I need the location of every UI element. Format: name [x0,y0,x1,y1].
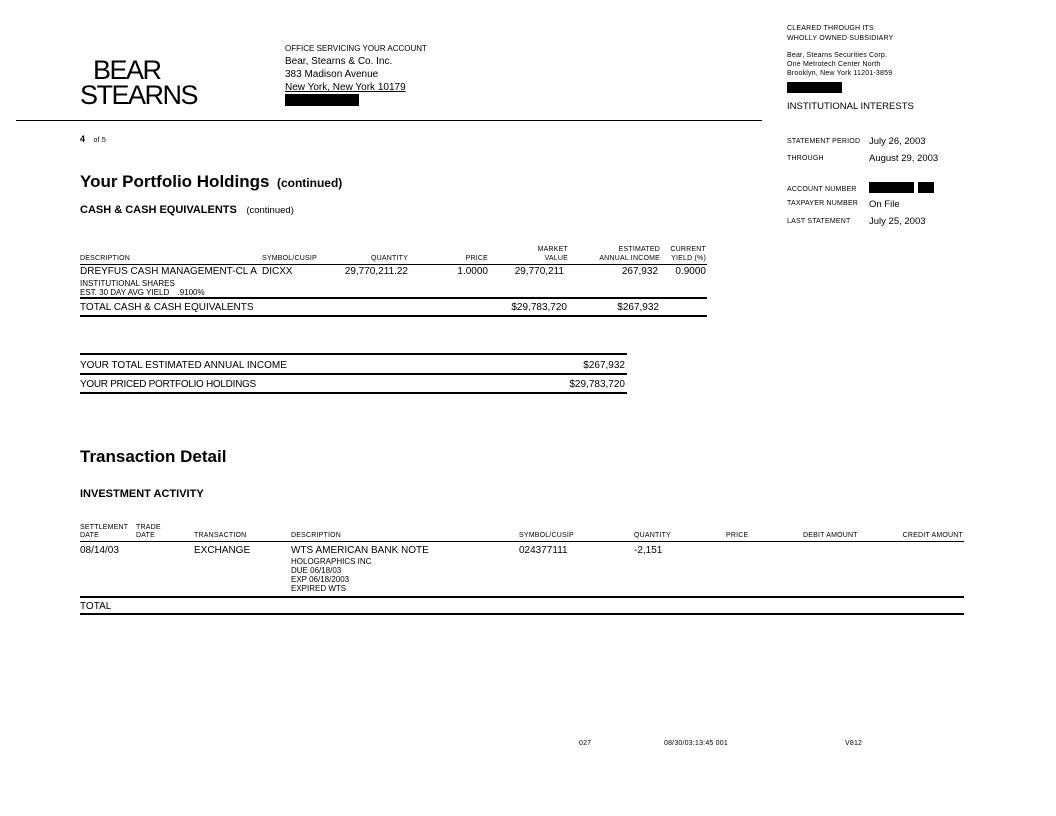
taxpayer-label: TAXPAYER NUMBER [787,200,859,207]
col-income-1: ESTIMATED [618,246,660,253]
col-tx-price: PRICE [726,532,749,539]
clearing-city: Brooklyn, New York 11201-3859 [787,70,893,77]
clearing-line-1: CLEARED THROUGH ITS [787,25,874,32]
col-settlement-1: SETTLEMENT [80,524,129,531]
office-city: New York, New York 10179 [285,82,406,93]
tx-desc-line: DUE 06/18/03 [291,566,342,575]
header-divider [16,120,762,121]
holding-description: DREYFUS CASH MANAGEMENT-CL A [80,266,257,277]
statement-period-label: STATEMENT PERIOD [787,138,861,145]
tx-symbol: 024377111 [519,545,568,556]
summary-top-rule [80,353,627,355]
footer-code-2: V812 [845,740,863,747]
statement-period-value: July 26, 2003 [869,136,926,147]
transaction-title: Transaction Detail [80,447,227,466]
redaction-bar [787,82,842,93]
page-indicator [80,129,106,147]
through-value: August 29, 2003 [869,153,939,164]
holding-desc-line3 [80,288,205,297]
summary-income-value: $267,932 [583,360,625,371]
tx-total-label: TOTAL [80,601,112,612]
holdings-section-suffix: (continued) [246,205,294,216]
col-settlement-2: DATE [80,532,99,539]
account-type: INSTITUTIONAL INTERESTS [787,101,914,112]
holdings-bottom-rule [80,315,707,317]
col-tx-description: DESCRIPTION [291,532,342,539]
through-label: THROUGH [787,155,824,162]
bear-stearns-logo [80,55,198,110]
last-statement-label: LAST STATEMENT [787,218,851,225]
tx-desc-line: HOLOGRAPHICS INC [291,557,372,566]
holding-yield-label: EST. 30 DAY AVG YIELD [80,288,170,297]
clearing-line-2: WHOLLY OWNED SUBSIDIARY [787,35,894,42]
redaction-bar [869,182,914,193]
tx-total-rule [80,596,964,598]
holdings-total-label: TOTAL CASH & CASH EQUIVALENTS [80,302,254,313]
summary-bottom-rule [80,392,627,394]
holdings-title [80,172,342,192]
tx-quantity: -2,151 [634,545,663,556]
page-number: 4 [80,134,86,144]
tx-settlement-date: 08/14/03 [80,545,119,556]
page-of: of 5 [93,137,106,144]
logo-line-2: STEARNS [80,80,198,110]
last-statement-value: July 25, 2003 [869,216,926,227]
redaction-bar [285,94,359,106]
col-market-1: MARKET [537,246,568,253]
tx-description: WTS AMERICAN BANK NOTE [291,545,429,556]
tx-header-rule [80,541,964,542]
office-name: Bear, Stearns & Co. Inc. [285,56,393,67]
holding-market-value: 29,770,211 [514,266,564,277]
footer-code-1: 027 [579,740,592,747]
footer-timestamp: 08/30/03;13:45 001 [664,740,728,747]
holding-yield-value: .9100% [177,288,205,297]
holdings-section [80,200,294,218]
tx-desc-line: EXP 06/18/2003 [291,575,350,584]
holdings-header-rule [80,264,707,265]
holding-annual-income: 267,932 [621,266,658,277]
col-yield-2: YIELD (%) [671,255,706,262]
col-yield-1: CURRENT [670,246,706,253]
logo-line-1: BEAR [93,55,161,85]
holding-price: 1.0000 [457,266,488,277]
holdings-total-income: $267,932 [617,302,659,313]
tx-description-details [291,557,371,593]
holding-yield: 0.9000 [675,266,706,277]
holdings-total-rule [80,297,707,299]
col-tx-symbol: SYMBOL/CUSIP [519,532,574,539]
office-street: 383 Madison Avenue [285,69,379,80]
account-number-label: ACCOUNT NUMBER [787,186,857,193]
col-trade-2: DATE [136,532,155,539]
holdings-total-market: $29,783,720 [511,302,567,313]
col-trade-1: TRADE [136,524,161,531]
col-market-2: VALUE [544,255,568,262]
summary-holdings-label: YOUR PRICED PORTFOLIO HOLDINGS [80,379,256,390]
col-transaction: TRANSACTION [194,532,247,539]
col-description: DESCRIPTION [80,255,131,262]
taxpayer-value: On File [869,199,900,210]
clearing-street: One Metrotech Center North [787,61,881,68]
col-price: PRICE [465,255,488,262]
col-tx-quantity: QUANTITY [634,532,671,539]
transaction-section: INVESTMENT ACTIVITY [80,488,204,500]
summary-income-label: YOUR TOTAL ESTIMATED ANNUAL INCOME [80,360,287,371]
holdings-title-text: Your Portfolio Holdings [80,172,270,191]
col-tx-credit: CREDIT AMOUNT [902,532,963,539]
tx-desc-line: EXPIRED WTS [291,584,347,593]
col-tx-debit: DEBIT AMOUNT [803,532,858,539]
redaction-bar [918,182,934,193]
office-heading: OFFICE SERVICING YOUR ACCOUNT [285,44,427,53]
tx-type: EXCHANGE [194,545,251,556]
holding-desc-line2: INSTITUTIONAL SHARES [80,279,175,288]
col-income-2: ANNUAL INCOME [599,255,660,262]
summary-holdings-value: $29,783,720 [569,379,625,390]
col-quantity: QUANTITY [371,255,408,262]
summary-mid-rule [80,373,627,375]
holding-quantity: 29,770,211.22 [344,266,408,277]
tx-bottom-rule [80,613,964,615]
clearing-name: Bear, Stearns Securities Corp. [787,52,888,59]
col-symbol: SYMBOL/CUSIP [262,255,317,262]
holding-symbol: DICXX [262,266,293,277]
holdings-section-text: CASH & CASH EQUIVALENTS [80,204,237,216]
holdings-title-suffix: (continued) [276,176,343,190]
